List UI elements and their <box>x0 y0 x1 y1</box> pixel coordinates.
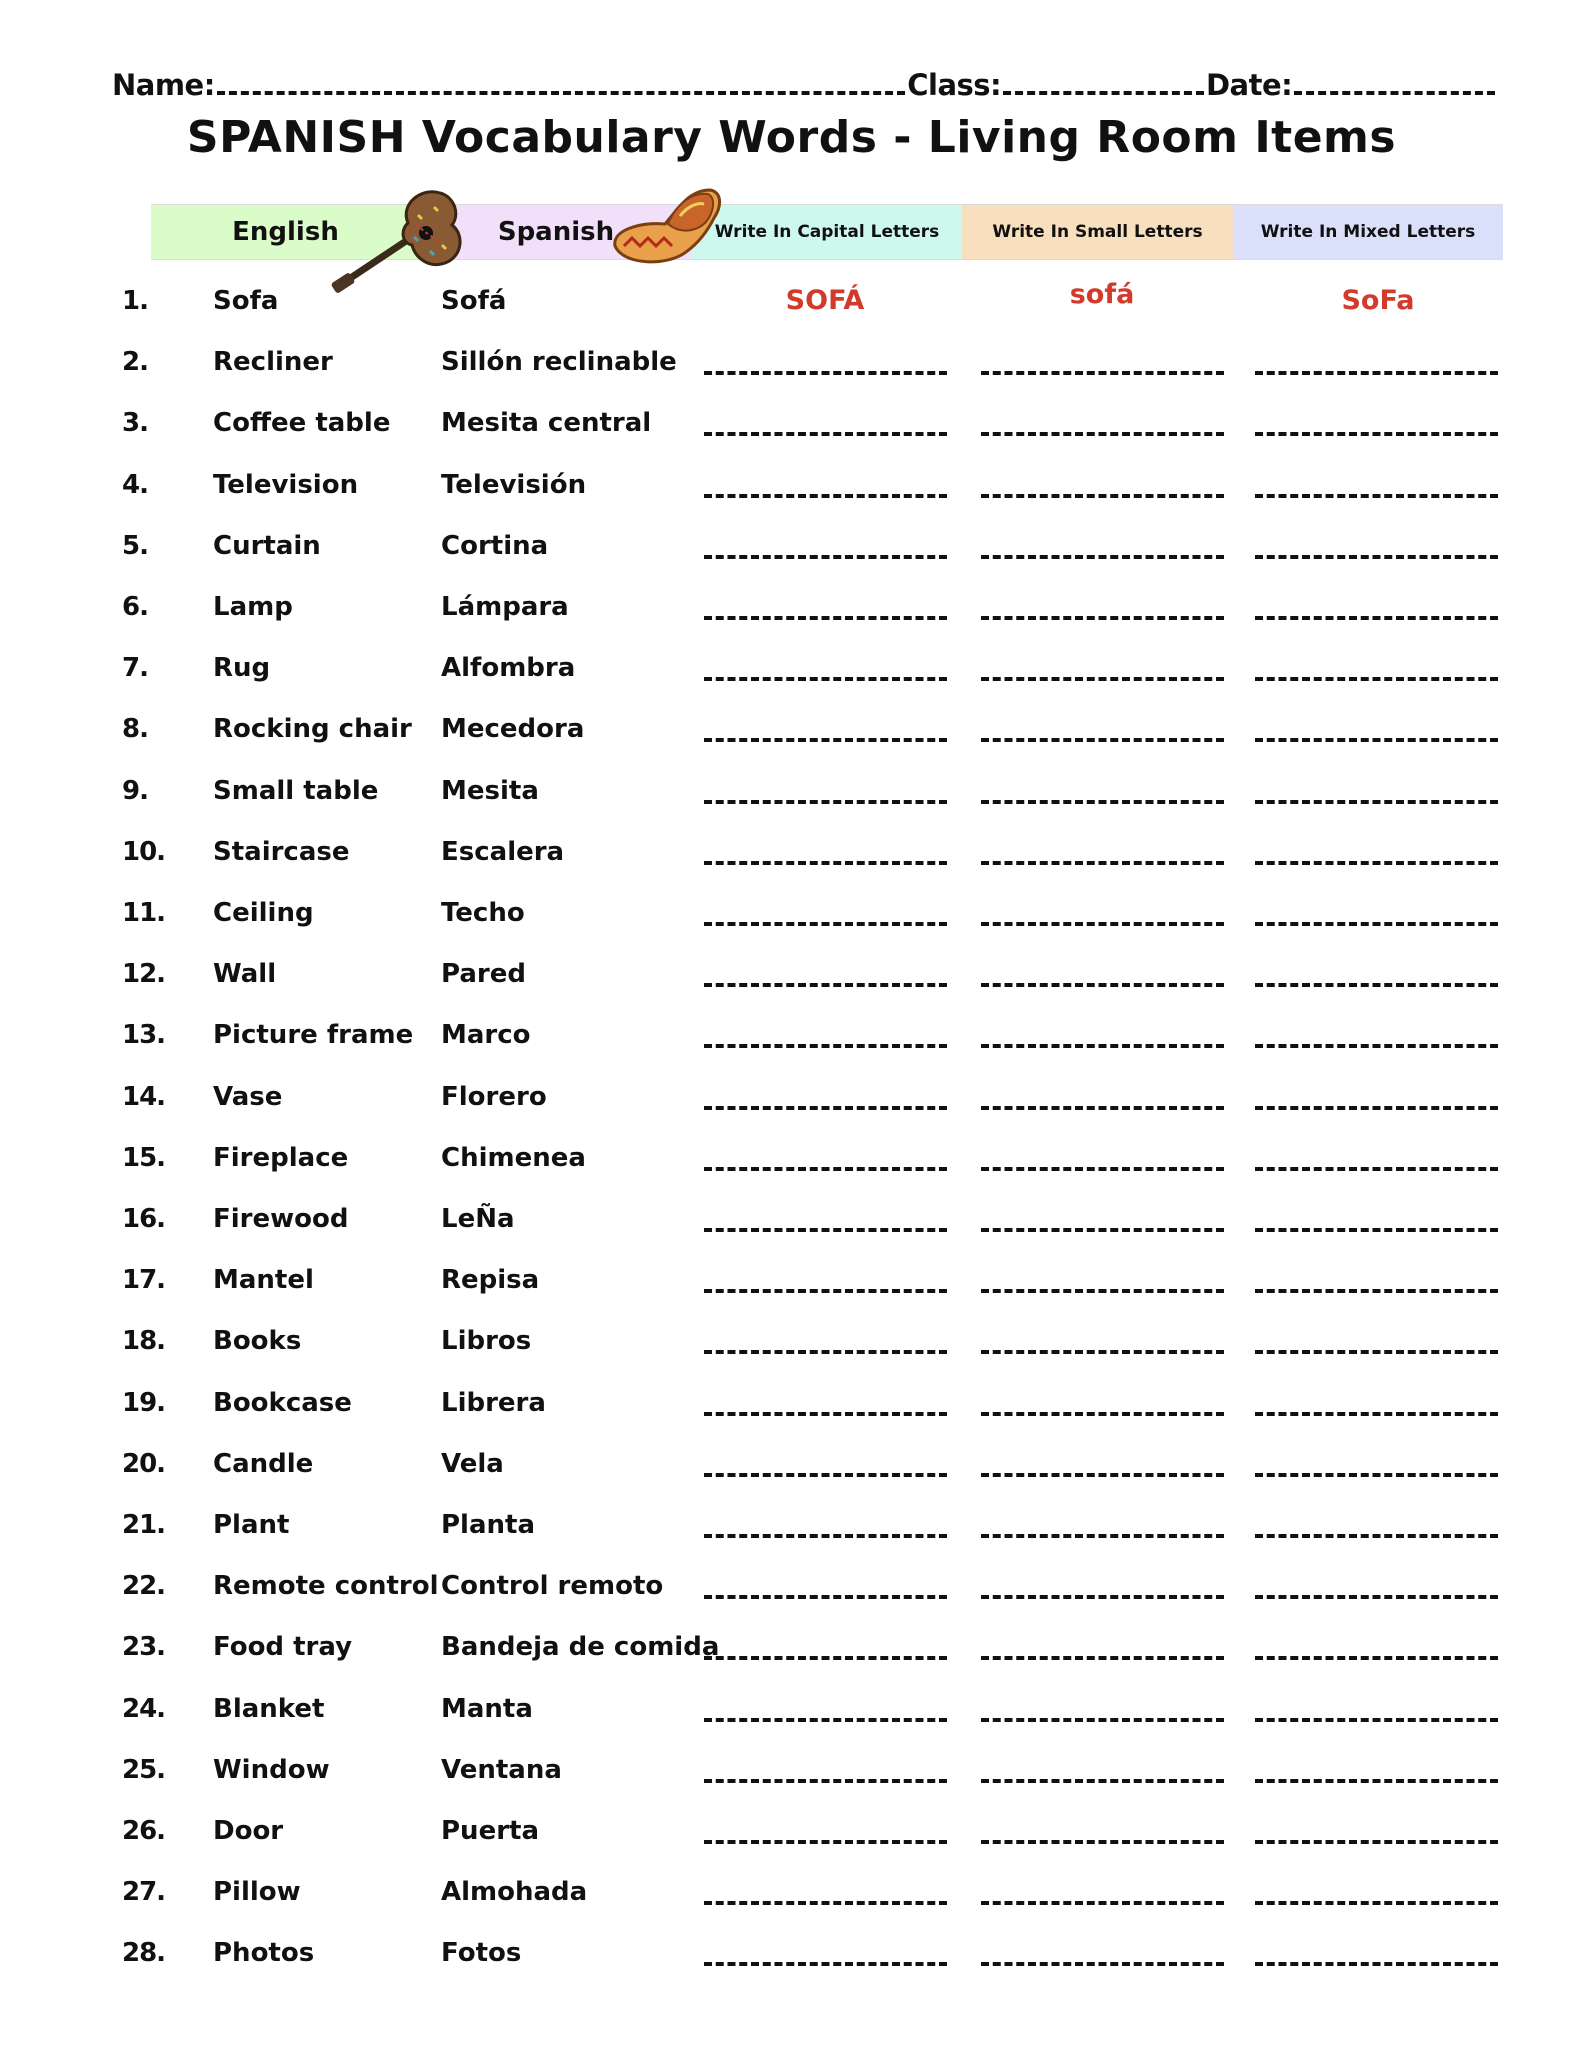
vocab-row <box>0 1561 1583 1611</box>
spanish-word: Pared <box>441 959 526 990</box>
mixed-letters-blank[interactable] <box>1255 371 1498 375</box>
english-word: Sofa <box>213 286 279 316</box>
vocab-row <box>0 398 1583 448</box>
row-number: 11. <box>122 898 166 928</box>
small-letters-blank[interactable] <box>981 1412 1224 1416</box>
spanish-word: Manta <box>441 1693 533 1724</box>
row-number: 21. <box>122 1510 166 1540</box>
vocab-row <box>0 888 1583 938</box>
small-letters-blank[interactable] <box>981 1840 1224 1844</box>
small-letters-blank[interactable] <box>981 738 1224 742</box>
english-word: Window <box>213 1754 330 1785</box>
spanish-word: Alfombra <box>441 653 576 684</box>
english-word: Firewood <box>213 1204 349 1234</box>
mixed-letters-blank[interactable] <box>1255 922 1498 926</box>
english-word: Picture frame <box>213 1020 414 1051</box>
english-word: Ceiling <box>213 898 314 928</box>
example-capital: SOFÁ <box>785 285 865 316</box>
small-letters-blank[interactable] <box>981 800 1224 804</box>
page-title: SPANISH Vocabulary Words - Living Room Items <box>186 112 1397 163</box>
english-word: Coffee table <box>213 408 391 439</box>
mixed-letters-blank[interactable] <box>1255 1595 1498 1599</box>
capital-letters-blank[interactable] <box>704 738 947 742</box>
capital-letters-blank[interactable] <box>704 1228 947 1232</box>
english-word: Fireplace <box>213 1142 349 1173</box>
row-number: 15. <box>122 1142 166 1173</box>
vocab-row <box>0 521 1583 571</box>
row-number: 20. <box>122 1448 166 1479</box>
capital-letters-blank[interactable] <box>704 1840 947 1844</box>
capital-letters-blank[interactable] <box>704 371 947 375</box>
row-number: 16. <box>122 1204 166 1234</box>
spanish-word: Lámpara <box>441 592 569 622</box>
mixed-letters-blank[interactable] <box>1255 861 1498 865</box>
mixed-letters-blank[interactable] <box>1255 1289 1498 1293</box>
spanish-word: Florero <box>441 1081 547 1112</box>
capital-letters-blank[interactable] <box>704 555 947 559</box>
english-word: Rug <box>213 653 271 684</box>
vocab-row <box>0 1133 1583 1183</box>
mixed-letters-blank[interactable] <box>1255 738 1498 742</box>
vocab-row <box>0 1316 1583 1366</box>
english-word: Candle <box>213 1448 314 1479</box>
small-letters-blank[interactable] <box>981 1962 1224 1966</box>
english-word: Small table <box>213 775 379 806</box>
example-mixed: SoFa <box>1341 285 1415 316</box>
small-letters-blank[interactable] <box>981 1289 1224 1293</box>
small-letters-blank[interactable] <box>981 1106 1224 1110</box>
row-number: 27. <box>122 1877 166 1908</box>
mixed-letters-blank[interactable] <box>1255 677 1498 681</box>
spanish-word: Repisa <box>441 1265 540 1296</box>
mixed-letters-blank[interactable] <box>1255 1840 1498 1844</box>
mixed-letters-blank[interactable] <box>1255 616 1498 620</box>
vocab-row <box>0 827 1583 877</box>
english-word: Curtain <box>213 530 321 561</box>
spanish-word: Marco <box>441 1020 531 1051</box>
small-letters-blank[interactable] <box>981 494 1224 498</box>
capital-letters-blank[interactable] <box>704 1534 947 1538</box>
english-word: Plant <box>213 1510 290 1540</box>
english-word: Television <box>213 469 359 500</box>
english-word: Vase <box>213 1081 283 1112</box>
small-letters-blank[interactable] <box>981 983 1224 987</box>
vocab-row <box>0 1194 1583 1244</box>
english-word: Remote control <box>213 1571 439 1602</box>
mixed-letters-blank[interactable] <box>1255 1412 1498 1416</box>
spanish-word: Almohada <box>441 1877 588 1908</box>
row-number: 7. <box>122 653 148 684</box>
row-number: 6. <box>122 592 148 622</box>
row-number: 2. <box>122 347 148 378</box>
row-number: 9. <box>122 775 148 806</box>
english-word: Wall <box>213 959 277 990</box>
small-letters-blank[interactable] <box>981 861 1224 865</box>
vocab-row <box>0 1684 1583 1734</box>
english-word: Photos <box>213 1938 315 1969</box>
small-letters-blank[interactable] <box>981 677 1224 681</box>
spanish-word: Libros <box>441 1326 532 1357</box>
column-header-english: English <box>151 205 420 259</box>
row-number: 19. <box>122 1387 166 1418</box>
mixed-letters-blank[interactable] <box>1255 1656 1498 1660</box>
row-number: 23. <box>122 1632 166 1663</box>
row-number: 4. <box>122 469 148 500</box>
small-letters-blank[interactable] <box>981 1901 1224 1905</box>
capital-letters-blank[interactable] <box>704 1779 947 1783</box>
english-word: Books <box>213 1326 302 1357</box>
vocab-row <box>0 337 1583 387</box>
small-letters-blank[interactable] <box>981 922 1224 926</box>
mixed-letters-blank[interactable] <box>1255 1106 1498 1110</box>
capital-letters-blank[interactable] <box>704 1473 947 1477</box>
english-word: Pillow <box>213 1877 301 1908</box>
capital-letters-blank[interactable] <box>704 432 947 436</box>
vocab-row <box>0 1255 1583 1305</box>
sombrero-icon <box>610 186 725 268</box>
row-number: 5. <box>122 530 148 561</box>
capital-letters-blank[interactable] <box>704 861 947 865</box>
row-number: 26. <box>122 1816 166 1846</box>
spanish-word: Chimenea <box>441 1142 586 1173</box>
vocab-row <box>0 460 1583 510</box>
mixed-letters-blank[interactable] <box>1255 432 1498 436</box>
english-word: Rocking chair <box>213 714 412 745</box>
vocab-row <box>0 949 1583 999</box>
mixed-letters-blank[interactable] <box>1255 800 1498 804</box>
mixed-letters-blank[interactable] <box>1255 494 1498 498</box>
vocab-row <box>0 1072 1583 1122</box>
small-letters-blank[interactable] <box>981 1534 1224 1538</box>
spanish-word: Vela <box>441 1448 504 1479</box>
mixed-letters-blank[interactable] <box>1255 1718 1498 1722</box>
mixed-letters-blank[interactable] <box>1255 1962 1498 1966</box>
spanish-word: Escalera <box>441 836 565 867</box>
row-number: 14. <box>122 1081 166 1112</box>
small-letters-blank[interactable] <box>981 1718 1224 1722</box>
row-number: 13. <box>122 1020 166 1051</box>
vocab-row <box>0 1867 1583 1917</box>
spanish-word: Fotos <box>441 1938 522 1969</box>
spanish-word: Planta <box>441 1510 535 1540</box>
capital-letters-blank[interactable] <box>704 1901 947 1905</box>
capital-letters-blank[interactable] <box>704 800 947 804</box>
name-field[interactable] <box>217 91 905 95</box>
row-number: 17. <box>122 1265 166 1296</box>
small-letters-blank[interactable] <box>981 1473 1224 1477</box>
mixed-letters-blank[interactable] <box>1255 1350 1498 1354</box>
date-field[interactable] <box>1294 91 1495 95</box>
capital-letters-blank[interactable] <box>704 494 947 498</box>
vocab-row <box>0 1745 1583 1795</box>
spanish-word: Mecedora <box>441 714 585 745</box>
small-letters-blank[interactable] <box>981 1656 1224 1660</box>
english-word: Staircase <box>213 836 350 867</box>
column-header-mixed: Write In Mixed Letters <box>1233 205 1503 259</box>
capital-letters-blank[interactable] <box>704 1044 947 1048</box>
mixed-letters-blank[interactable] <box>1255 1044 1498 1048</box>
spanish-word: Puerta <box>441 1816 539 1846</box>
capital-letters-blank[interactable] <box>704 1289 947 1293</box>
capital-letters-blank[interactable] <box>704 1350 947 1354</box>
vocab-row <box>0 704 1583 754</box>
small-letters-blank[interactable] <box>981 1044 1224 1048</box>
spanish-word: Ventana <box>441 1754 562 1785</box>
capital-letters-blank[interactable] <box>704 616 947 620</box>
mixed-letters-blank[interactable] <box>1255 983 1498 987</box>
row-number: 8. <box>122 714 148 745</box>
mixed-letters-blank[interactable] <box>1255 1167 1498 1171</box>
small-letters-blank[interactable] <box>981 1167 1224 1171</box>
vocab-row <box>0 643 1583 693</box>
vocab-row <box>0 766 1583 816</box>
class-label: Class: <box>907 68 1002 102</box>
mixed-letters-blank[interactable] <box>1255 1228 1498 1232</box>
small-letters-blank[interactable] <box>981 432 1224 436</box>
english-word: Recliner <box>213 347 333 378</box>
row-number: 12. <box>122 959 166 990</box>
spanish-word: LeÑa <box>441 1204 515 1234</box>
vocab-row <box>0 1928 1583 1978</box>
column-header-capital: Write In Capital Letters <box>692 205 962 259</box>
mixed-letters-blank[interactable] <box>1255 555 1498 559</box>
spanish-word: Sillón reclinable <box>441 347 677 378</box>
spanish-word: Sofá <box>441 286 507 316</box>
capital-letters-blank[interactable] <box>704 1106 947 1110</box>
row-number: 25. <box>122 1754 166 1785</box>
spanish-word: Televisión <box>441 469 587 500</box>
spanish-word: Cortina <box>441 530 549 561</box>
capital-letters-blank[interactable] <box>704 1656 947 1660</box>
spanish-word: Librera <box>441 1387 546 1418</box>
row-number: 10. <box>122 836 166 867</box>
vocab-row <box>0 1806 1583 1856</box>
mixed-letters-blank[interactable] <box>1255 1779 1498 1783</box>
row-number: 24. <box>122 1693 166 1724</box>
row-number: 28. <box>122 1938 166 1969</box>
column-header-small: Write In Small Letters <box>962 205 1233 259</box>
spanish-word: Mesita <box>441 775 539 806</box>
small-letters-blank[interactable] <box>981 555 1224 559</box>
vocab-row <box>0 1378 1583 1428</box>
column-header-spanish: Spanish <box>420 205 692 259</box>
capital-letters-blank[interactable] <box>704 922 947 926</box>
vocab-row <box>0 1622 1583 1672</box>
english-word: Mantel <box>213 1265 314 1296</box>
vocab-row <box>0 582 1583 632</box>
capital-letters-blank[interactable] <box>704 1412 947 1416</box>
english-word: Food tray <box>213 1632 353 1663</box>
row-number: 1. <box>122 286 148 316</box>
capital-letters-blank[interactable] <box>704 1595 947 1599</box>
spanish-word: Techo <box>441 898 525 928</box>
english-word: Lamp <box>213 592 293 622</box>
row-number: 18. <box>122 1326 166 1357</box>
vocab-row <box>0 1500 1583 1550</box>
capital-letters-blank[interactable] <box>704 1962 947 1966</box>
capital-letters-blank[interactable] <box>704 677 947 681</box>
student-info-line <box>112 62 1497 102</box>
row-number: 3. <box>122 408 148 439</box>
spanish-word: Control remoto <box>441 1571 664 1602</box>
capital-letters-blank[interactable] <box>704 1718 947 1722</box>
vocab-row <box>0 1010 1583 1060</box>
spanish-word: Mesita central <box>441 408 652 439</box>
english-word: Bookcase <box>213 1387 352 1418</box>
english-word: Blanket <box>213 1693 325 1724</box>
vocab-row <box>0 1439 1583 1489</box>
small-letters-blank[interactable] <box>981 1228 1224 1232</box>
capital-letters-blank[interactable] <box>704 1167 947 1171</box>
vocab-row <box>0 276 1583 326</box>
small-letters-blank[interactable] <box>981 1350 1224 1354</box>
capital-letters-blank[interactable] <box>704 983 947 987</box>
name-label: Name: <box>112 68 215 102</box>
mixed-letters-blank[interactable] <box>1255 1901 1498 1905</box>
row-number: 22. <box>122 1571 166 1602</box>
spanish-word: Bandeja de comida <box>441 1632 720 1663</box>
class-field[interactable] <box>1003 91 1204 95</box>
mixed-letters-blank[interactable] <box>1255 1534 1498 1538</box>
small-letters-blank[interactable] <box>981 371 1224 375</box>
small-letters-blank[interactable] <box>981 616 1224 620</box>
date-label: Date: <box>1205 68 1293 102</box>
small-letters-blank[interactable] <box>981 1779 1224 1783</box>
english-word: Door <box>213 1816 284 1846</box>
mixed-letters-blank[interactable] <box>1255 1473 1498 1477</box>
example-small: sofá <box>1069 279 1135 310</box>
small-letters-blank[interactable] <box>981 1595 1224 1599</box>
